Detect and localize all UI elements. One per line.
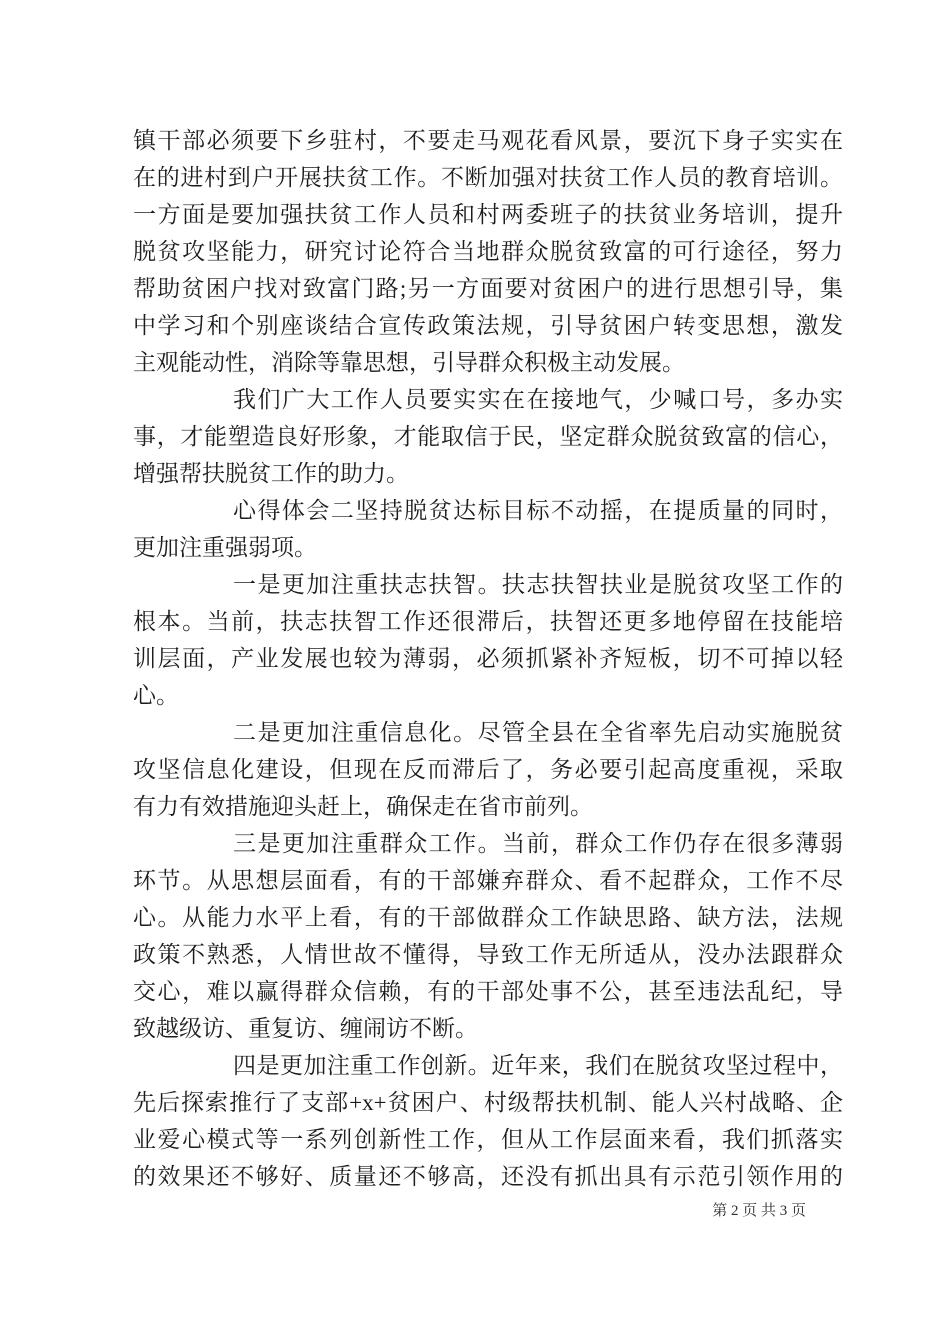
text-line: 在的进村到户开展扶贫工作。不断加强对扶贫工作人员的教育培训。 [133,165,843,190]
text-line: 心得体会二坚持脱贫达标目标不动摇，在提质量的同时， [233,498,843,523]
text-line: 脱贫攻坚能力，研究讨论符合当地群众脱贫致富的可行途径，努力 [133,239,843,264]
text-line: 心。 [133,683,179,708]
text-line: 攻坚信息化建设，但现在反而滞后了，务必要引起高度重视，采取 [133,757,843,782]
text-line: 帮助贫困户找对致富门路;另一方面要对贫困户的进行思想引导，集 [133,276,843,301]
text-line: 更加注重强弱项。 [133,535,317,560]
paragraph [133,825,843,1047]
text-line: 业爱心模式等一系列创新性工作，但从工作层面来看，我们抓落实 [133,1127,843,1152]
text-line: 一方面是要加强扶贫工作人员和村两委班子的扶贫业务培训，提升 [133,202,843,227]
text-line: 主观能动性，消除等靠思想，引导群众积极主动发展。 [133,350,685,375]
text-line: 三是更加注重群众工作。当前，群众工作仍存在很多薄弱 [233,831,843,856]
text-line: 事，才能塑造良好形象，才能取信于民，坚定群众脱贫致富的信心， [133,424,843,449]
paragraph [133,122,843,381]
paragraph [133,381,843,492]
paragraph [133,1047,843,1195]
paragraph [133,492,843,566]
text-line: 政策不熟悉，人情世故不懂得，导致工作无所适从，没办法跟群众 [133,942,843,967]
text-line: 环节。从思想层面看，有的干部嫌弃群众、看不起群众，工作不尽 [133,868,843,893]
text-line: 四是更加注重工作创新。近年来，我们在脱贫攻坚过程中， [233,1053,843,1078]
paragraph [133,566,843,714]
text-line: 致越级访、重复访、缠闹访不断。 [133,1016,478,1041]
text-line: 根本。当前，扶志扶智工作还很滞后，扶智还更多地停留在技能培 [133,609,843,634]
text-line: 先后探索推行了支部+x+贫困户、村级帮扶机制、能人兴村战略、企 [133,1090,843,1115]
text-line: 我们广大工作人员要实实在在接地气，少喊口号，多办实 [233,387,843,412]
text-line: 中学习和个别座谈结合宣传政策法规，引导贫困户转变思想，激发 [133,313,843,338]
page-number-footer: 第 2 页 共 3 页 [712,1203,806,1219]
text-line: 一是更加注重扶志扶智。扶志扶智扶业是脱贫攻坚工作的 [233,572,843,597]
document-body [133,122,843,1195]
text-line: 二是更加注重信息化。尽管全县在全省率先启动实施脱贫 [233,720,843,745]
paragraph [133,714,843,825]
text-line: 心。从能力水平上看，有的干部做群众工作缺思路、缺方法，法规 [133,905,843,930]
text-line: 镇干部必须要下乡驻村，不要走马观花看风景，要沉下身子实实在 [133,128,843,153]
text-line: 有力有效措施迎头赶上，确保走在省市前列。 [133,794,593,819]
text-line: 交心，难以赢得群众信赖，有的干部处事不公，甚至违法乱纪，导 [133,979,843,1004]
text-line: 的效果还不够好、质量还不够高，还没有抓出具有示范引领作用的 [133,1164,843,1189]
text-line: 增强帮扶脱贫工作的助力。 [133,461,409,486]
text-line: 训层面，产业发展也较为薄弱，必须抓紧补齐短板，切不可掉以轻 [133,646,843,671]
